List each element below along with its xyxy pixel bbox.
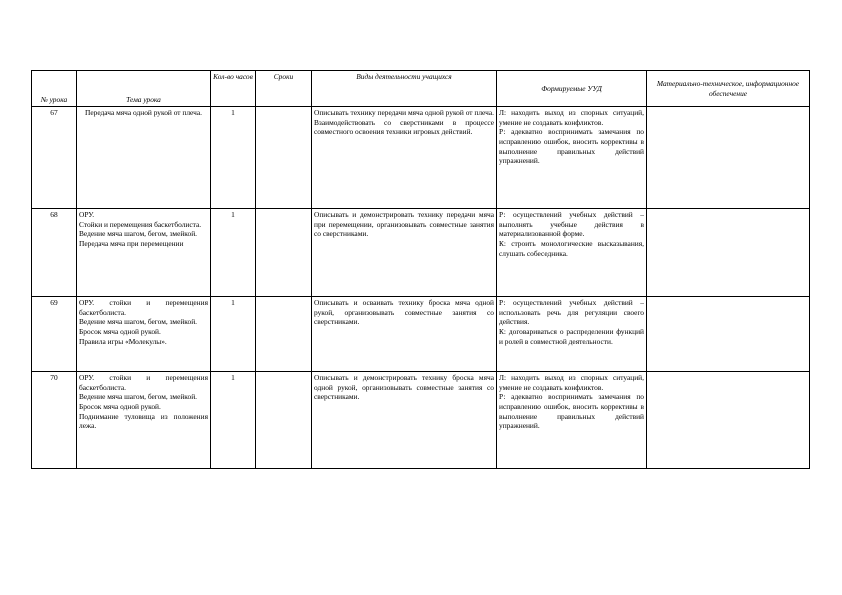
lesson-uud: Р: осуществлений учебных действий – использовать речь для регуляции своего действия. К: договариваться о распределении функций и ролей в совместной деятельности. bbox=[497, 297, 647, 372]
lesson-activities: Описывать и демонстрировать технику броска мяча одной рукой, организовывать совместные занятия со сверстниками. bbox=[312, 372, 497, 469]
header-row bbox=[32, 71, 810, 107]
lesson-topic: Передача мяча одной рукой от плеча. bbox=[77, 107, 211, 209]
header-lesson-topic: Тема урока bbox=[77, 71, 211, 107]
header-material: Материально-техническое, информационное обеспечение bbox=[647, 71, 810, 107]
lesson-number: 70 bbox=[32, 372, 77, 469]
lesson-dates bbox=[256, 372, 312, 469]
lesson-dates bbox=[256, 209, 312, 297]
lesson-dates bbox=[256, 107, 312, 209]
lesson-material bbox=[647, 209, 810, 297]
lesson-uud: Р: осуществлений учебных действий –выполнять учебные действия в материализованной форме. К: строить монологические высказывания, слушать собеседника. bbox=[497, 209, 647, 297]
lesson-activities: Описывать и демонстрировать технику передачи мяча при перемещении, организовывать совместные занятия со сверстниками. bbox=[312, 209, 497, 297]
table-row bbox=[32, 297, 810, 372]
lesson-number: 69 bbox=[32, 297, 77, 372]
table-row bbox=[32, 372, 810, 469]
lesson-hours: 1 bbox=[211, 372, 256, 469]
lesson-uud: Л: находить выход из спорных ситуаций, умение не создавать конфликтов. Р: адекватно воспринимать замечания по исправлению ошибок, вносить коррективы в выполнение правильных действий упражнений. bbox=[497, 372, 647, 469]
lesson-material bbox=[647, 297, 810, 372]
lesson-material bbox=[647, 372, 810, 469]
lesson-uud: Л: находить выход из спорных ситуаций, умение не создавать конфликтов. Р: адекватно воспринимать замечания по исправлению ошибок, вносить коррективы в выполнение правильных действий упражнений. bbox=[497, 107, 647, 209]
lesson-hours: 1 bbox=[211, 297, 256, 372]
table-row bbox=[32, 209, 810, 297]
header-uud: Формируемые УУД bbox=[497, 71, 647, 107]
header-dates: Сроки bbox=[256, 71, 312, 107]
lesson-number: 68 bbox=[32, 209, 77, 297]
lesson-topic: ОРУ. Стойки и перемещения баскетболиста. Ведение мяча шагом, бегом, змейкой. Передача мяча при перемещении bbox=[77, 209, 211, 297]
lesson-plan-table bbox=[31, 70, 810, 469]
lesson-material bbox=[647, 107, 810, 209]
header-hours: Кол-во часов bbox=[211, 71, 256, 107]
lesson-hours: 1 bbox=[211, 107, 256, 209]
header-lesson-number: № урока bbox=[32, 71, 77, 107]
header-activities: Виды деятельности учащихся bbox=[312, 71, 497, 107]
lesson-topic: ОРУ. стойки и перемещения баскетболиста. Ведение мяча шагом, бегом, змейкой. Бросок мяча одной рукой. Поднимание туловища из положения лежа. bbox=[77, 372, 211, 469]
lesson-dates bbox=[256, 297, 312, 372]
lesson-hours: 1 bbox=[211, 209, 256, 297]
lesson-topic: ОРУ. стойки и перемещения баскетболиста. Ведение мяча шагом, бегом, змейкой. Бросок мяча одной рукой. Правила игры «Молекулы». bbox=[77, 297, 211, 372]
lesson-number: 67 bbox=[32, 107, 77, 209]
lesson-activities: Описывать и осваивать технику броска мяча одной рукой, организовывать совместные занятия со сверстниками. bbox=[312, 297, 497, 372]
table-row bbox=[32, 107, 810, 209]
lesson-activities: Описывать технику передачи мяча одной рукой от плеча. Взаимодействовать со сверстниками в процессе совместного освоения техники игровых действий. bbox=[312, 107, 497, 209]
